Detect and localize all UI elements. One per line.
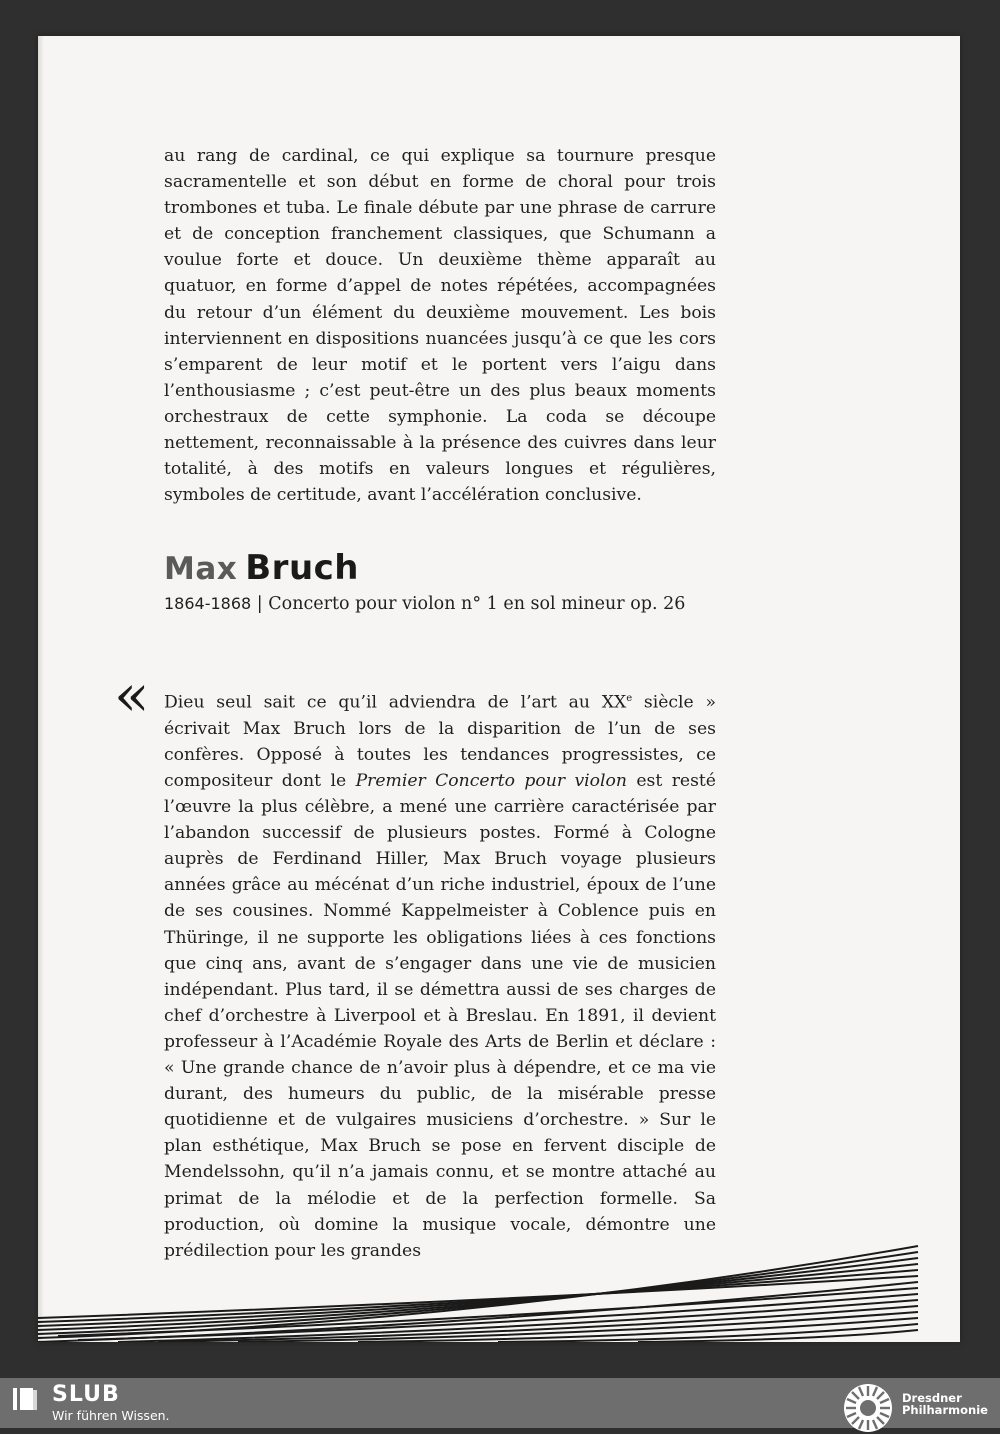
body-italic-title: Premier Concerto pour violon <box>355 771 627 792</box>
slub-book-icon <box>12 1386 38 1412</box>
document-page <box>38 36 960 1342</box>
body-part-3: est resté l’œuvre la plus célèbre, a mené une carrière caractérisée par l’abandon successif de plusieurs postes. Formé à Cologne auprès de Ferdinand Hiller, Max Bruch voyage plusieurs années grâce au mécénat d’un riche industriel, époux de l’une de ses cousines. Nommé Kappelmeister à Coblence puis en Thüringe, il ne supporte les obligations liées à ces fonctions que cinq ans, avant de s’engager dans une vie de musicien indépendant. Plus tard, il se démettra aussi de ses charges de chef d’orchestre à Liverpool et à Breslau. En 1891, il devient professeur à l’Académie Royale des Arts de Berlin et déclare : « Une grande chance de n’avoir plus à dépendre, et ce ma vie durant, des humeurs du public, de la misérable presse quotidienne et de vulgaires musiciens d’orchestre. » Sur le plan esthétique, Max Bruch se pose en fervent disciple de Mendelssohn, qu’il n’a jamais connu, et se montre attaché au primat de la mélodie et de la perfection formelle. Sa production, où domine la musique vocale, démontre une prédilection pour les grandes <box>164 771 716 1261</box>
paragraph-top <box>164 143 716 508</box>
orchestra-name-line-1: Dresdner <box>902 1391 962 1405</box>
composer-last-name: Bruch <box>245 548 360 588</box>
work-subheading <box>164 594 724 614</box>
library-tagline: Wir führen Wissen. <box>52 1408 170 1423</box>
subheading-separator: | <box>256 594 263 614</box>
orchestra-name-line-2: Philharmonie <box>902 1403 988 1417</box>
body-part-1: Dieu seul sait ce qu’il adviendra de l’art au XX <box>164 692 627 713</box>
work-years: 1864-1868 <box>164 594 252 613</box>
body-part-2: siècle » écrivait Max Bruch lors de la disparition de l’un de ses confères. Opposé à toutes les tendances progressistes, ce compositeur dont le <box>164 692 716 792</box>
footer-bar <box>0 1378 1000 1428</box>
work-title: Concerto pour violon n° 1 en sol mineur op. 26 <box>268 594 686 614</box>
paragraph-bruch-text <box>164 686 716 1264</box>
composer-first-name: Max <box>164 551 238 587</box>
page-gutter-shadow <box>38 36 44 1342</box>
orchestra-name <box>902 1392 988 1416</box>
composer-heading <box>164 548 359 588</box>
decorative-stripes <box>38 1240 960 1342</box>
library-name: SLUB <box>52 1382 120 1407</box>
philharmonie-sunburst-logo <box>842 1382 894 1434</box>
paragraph-bruch <box>164 686 716 1264</box>
paragraph-top-text: au rang de cardinal, ce qui explique sa tournure presque sacramentelle et son début en forme de choral pour trois trombones et tuba. Le finale débute par une phrase de carrure et de conception franchement classiques, que Schumann a voulue forte et douce. Un deuxième thème apparaît au quatuor, en forme d’appel de notes répétées, accompagnées du retour d’un élément du deuxième mouvement. Les bois interviennent en dispositions nuancées jusqu’à ce que les cors s’emparent de leur motif et le portent vers l’aigu dans l’enthousiasme ; c’est peut-être un des plus beaux moments orchestraux de cette symphonie. La coda se découpe nettement, reconnaissable à la présence des cuivres dans leur totalité, à des motifs en valeurs longues et régulières, symboles de certitude, avant l’accélération conclusive. <box>164 146 716 506</box>
opening-quote-mark: « <box>114 661 150 729</box>
body-superscript: e <box>626 693 633 704</box>
